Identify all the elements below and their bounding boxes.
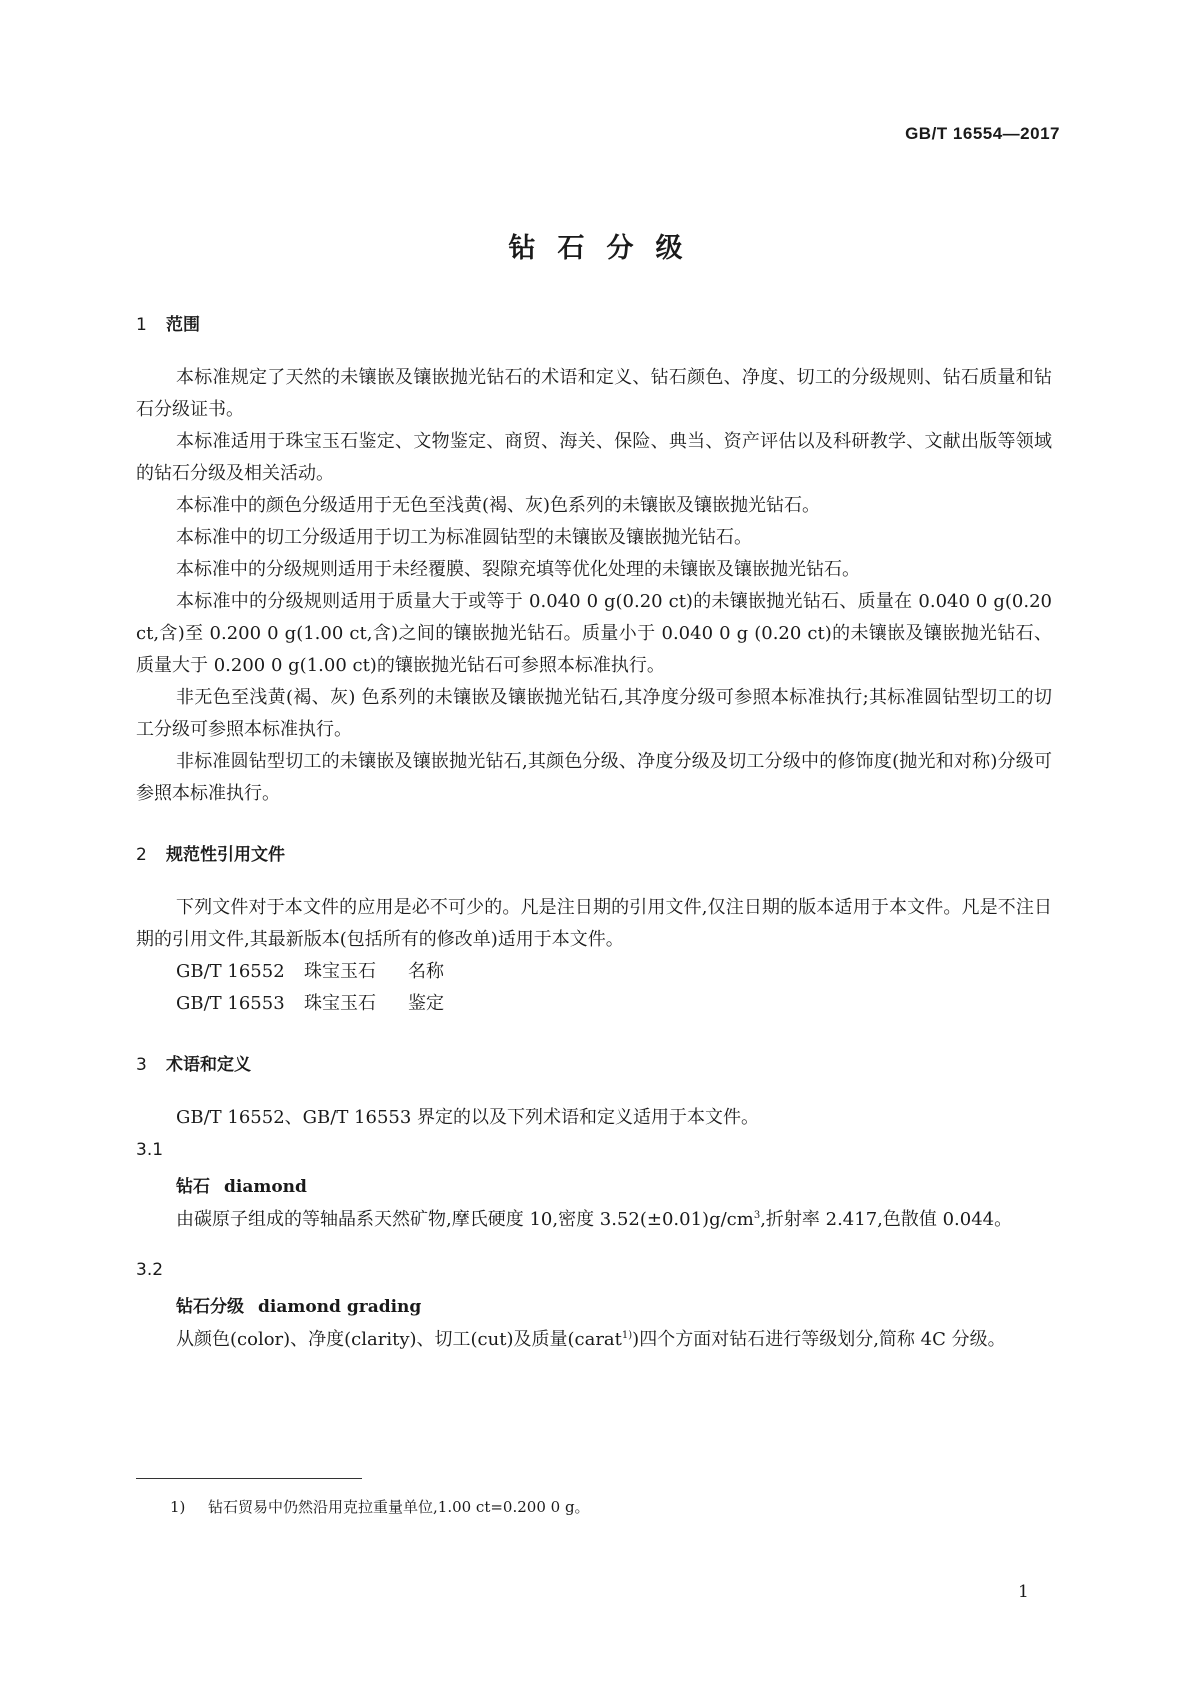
section-title: 规范性引用文件 [166, 845, 285, 865]
section-1-paragraph-4: 本标准中的切工分级适用于切工为标准圆钻型的未镶嵌及镶嵌抛光钻石。 [176, 527, 752, 548]
reference-title: 名称 [408, 961, 444, 982]
footnote-reference: 1) [621, 1330, 633, 1341]
section-2-paragraph-1: 下列文件对于本文件的应用是必不可少的。凡是注日期的引用文件,仅注日期的版本适用于本文件。凡是不注日期的引用文件,其最新版本(包括所有的修改单)适用于本文件。 [136, 897, 1052, 950]
term-zh: 钻石 [176, 1177, 210, 1197]
term-zh: 钻石分级 [176, 1297, 244, 1317]
document-title: 钻石分级 [508, 233, 705, 264]
footnote-mark: 1) [170, 1498, 186, 1516]
section-1-paragraph-8: 非标准圆钻型切工的未镶嵌及镶嵌抛光钻石,其颜色分级、净度分级及切工分级中的修饰度(抛光和对称)分级可参照本标准执行。 [136, 751, 1052, 804]
definition-text: 由碳原子组成的等轴晶系天然矿物,摩氏硬度 10,密度 3.52(±0.01)g/cm [176, 1209, 754, 1230]
footnote [170, 1496, 590, 1517]
definition-text: ,折射率 2.417,色散值 0.044。 [760, 1209, 1013, 1230]
reference-title: 鉴定 [408, 993, 444, 1014]
superscript: 3 [753, 1210, 761, 1221]
definition-text: )四个方面对钻石进行等级划分,简称 4C 分级。 [632, 1329, 1006, 1350]
section-1-paragraph-6: 本标准中的分级规则适用于质量大于或等于 0.040 0 g(0.20 ct)的未镶嵌抛光钻石、质量在 0.040 0 g(0.20 ct,含)至 0.200 0 g(1.00 ct,含)之间的镶嵌抛光钻石。质量小于 0.040 0 g (0.20 ct)的未镶嵌及镶嵌抛光钻石、质量大于 0.200 0 g(1.00 ct)的镶嵌抛光钻石可参照本标准执行。 [136, 591, 1052, 676]
section-3-intro: GB/T 16552、GB/T 16553 界定的以及下列术语和定义适用于本文件。 [176, 1107, 760, 1128]
section-1-paragraph-7: 非无色至浅黄(褐、灰) 色系列的未镶嵌及镶嵌抛光钻石,其净度分级可参照本标准执行;其标准圆钻型切工的切工分级可参照本标准执行。 [136, 687, 1052, 740]
section-1-paragraph-1: 本标准规定了天然的未镶嵌及镶嵌抛光钻石的术语和定义、钻石颜色、净度、切工的分级规则、钻石质量和钻石分级证书。 [136, 367, 1052, 420]
clause-number: 3.1 [136, 1140, 164, 1160]
term-definition [136, 1324, 1052, 1356]
page-number: 1 [1018, 1582, 1029, 1602]
section-number: 1 [136, 315, 147, 335]
term-heading [176, 1292, 421, 1317]
section-number: 2 [136, 845, 147, 865]
footnote-text: 钻石贸易中仍然沿用克拉重量单位,1.00 ct=0.200 0 g。 [208, 1498, 590, 1516]
standard-code: GB/T 16554—2017 [905, 124, 1060, 143]
clause-number: 3.2 [136, 1260, 164, 1280]
section-1-paragraph-2: 本标准适用于珠宝玉石鉴定、文物鉴定、商贸、海关、保险、典当、资产评估以及科研教学、文献出版等领域的钻石分级及相关活动。 [136, 431, 1052, 484]
section-3-heading [136, 1050, 251, 1075]
term-en: diamond [224, 1177, 307, 1197]
section-1-paragraph-5: 本标准中的分级规则适用于未经覆膜、裂隙充填等优化处理的未镶嵌及镶嵌抛光钻石。 [176, 559, 860, 580]
reference-code: GB/T 16553 [176, 993, 285, 1014]
term-en: diamond grading [258, 1297, 422, 1317]
section-1-heading [136, 310, 200, 335]
definition-text: 从颜色(color)、净度(clarity)、切工(cut)及质量(carat [176, 1329, 622, 1350]
reference-code: GB/T 16552 [176, 961, 285, 982]
reference-item [176, 988, 444, 1020]
footnote-divider [136, 1478, 362, 1479]
term-definition [136, 1204, 1052, 1236]
section-2-heading [136, 840, 285, 865]
reference-field: 珠宝玉石 [304, 961, 376, 982]
section-title: 术语和定义 [166, 1055, 251, 1075]
term-heading [176, 1172, 307, 1197]
reference-item [176, 956, 444, 988]
reference-field: 珠宝玉石 [304, 993, 376, 1014]
section-1-paragraph-3: 本标准中的颜色分级适用于无色至浅黄(褐、灰)色系列的未镶嵌及镶嵌抛光钻石。 [176, 495, 821, 516]
section-number: 3 [136, 1055, 147, 1075]
section-title: 范围 [166, 315, 200, 335]
